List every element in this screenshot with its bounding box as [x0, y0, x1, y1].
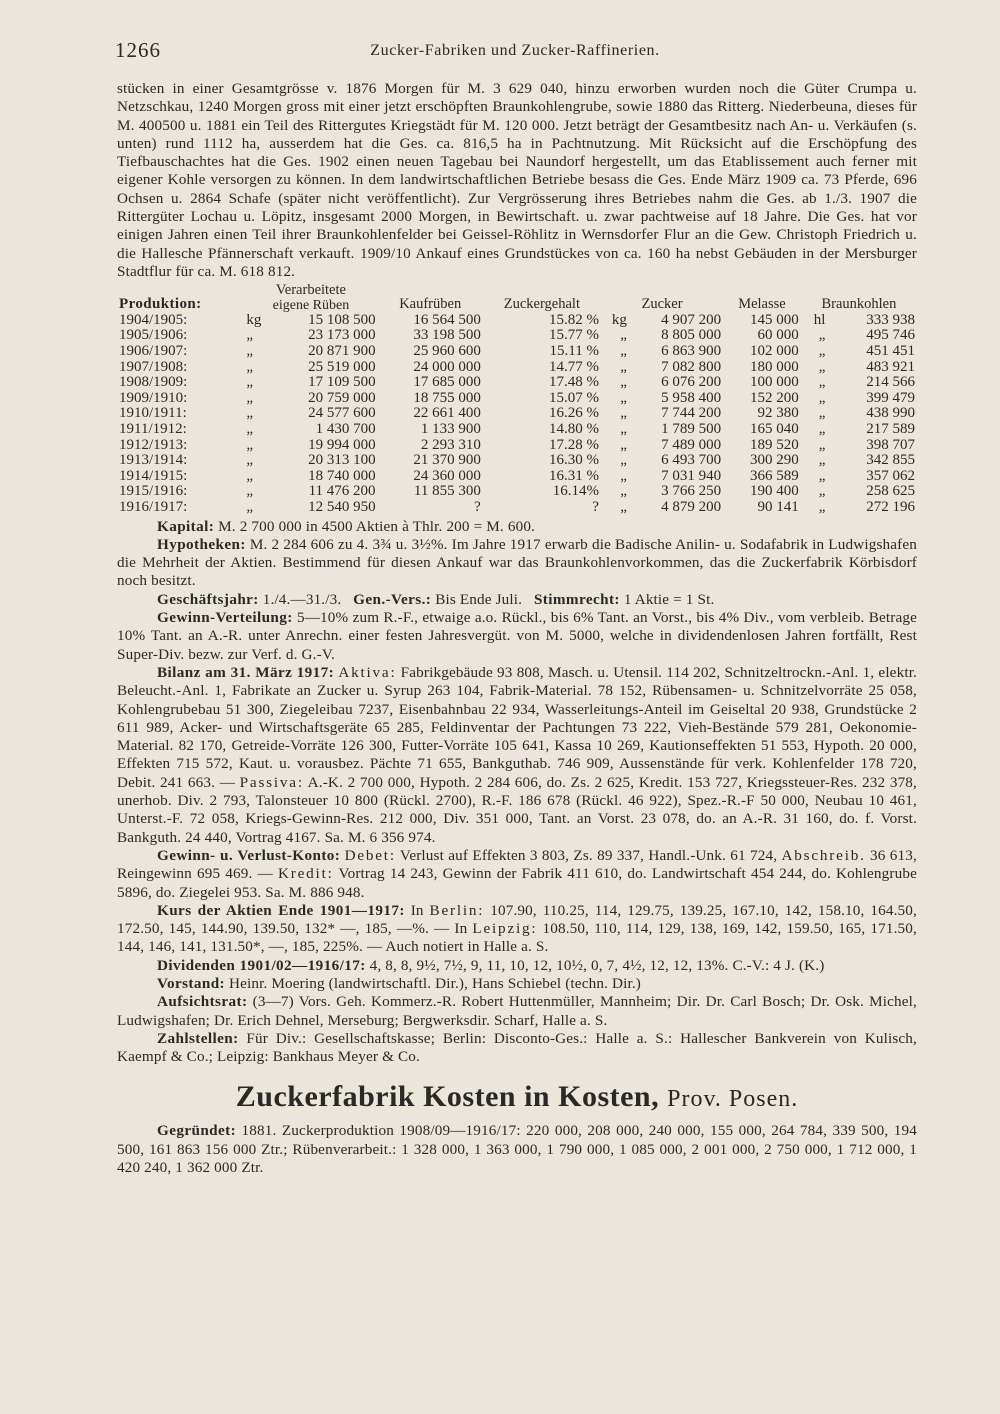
row-unit: „: [818, 436, 826, 453]
stimmrecht-label: Stimmrecht:: [533, 590, 620, 608]
row-unit: „: [818, 327, 826, 344]
row-year: 1910/1911:: [119, 405, 187, 422]
row-unit: „: [620, 405, 627, 422]
production-table-body: [117, 313, 917, 516]
row-unit: kg: [611, 311, 627, 328]
section-bilanz: [117, 664, 917, 847]
row-year: 1912/1913:: [119, 436, 188, 453]
row-kaufrueben: 17 685 000: [413, 374, 481, 391]
row-year: 1905/1906:: [119, 327, 188, 344]
col-zucker: Zucker: [641, 296, 683, 313]
row-year: 1916/1917:: [119, 498, 188, 515]
row-unit: „: [620, 374, 627, 391]
row-zuckergehalt: 16.14%: [552, 483, 599, 500]
row-zucker: 7 744 200: [661, 405, 722, 422]
row-year: 1904/1905:: [119, 311, 188, 328]
page-number: 1266: [115, 38, 161, 62]
leipzig-label: Leipzig:: [472, 920, 538, 938]
row-unit: „: [246, 389, 253, 406]
section-zahlstellen: [117, 1030, 917, 1067]
row-unit: „: [818, 452, 826, 469]
row-eigene-rueben: 23 173 000: [308, 327, 376, 344]
row-zucker: 6 493 700: [661, 452, 722, 469]
production-row: [117, 375, 917, 391]
row-kaufrueben: 21 370 900: [413, 452, 481, 469]
row-zuckergehalt: 15.07 %: [548, 389, 599, 406]
kurs-text-in: In: [410, 901, 424, 919]
row-unit: „: [818, 358, 826, 375]
row-melasse: 300 290: [750, 452, 799, 469]
row-zuckergehalt: 14.77 %: [548, 358, 599, 375]
row-year: 1914/1915:: [119, 467, 188, 484]
row-unit: „: [246, 405, 253, 422]
hypotheken-label: Hypotheken:: [157, 535, 246, 553]
row-melasse: 152 200: [750, 389, 799, 406]
row-unit: „: [246, 467, 253, 484]
aktiva-text: Fabrikgebäude 93 808, Masch. u. Utensil. 114 202, Schnitzeltrockn.-Anl. 1, elektr. Beleucht.-Anl. 1, Fabrikate an Zucker u. Syrup 263 104, Fabrik-Material. 78 152, Rübensamen- u. Schnitzelvorräte 25 058, Kohlengrubebau 51 300, Ziegeleibau 7237, Eisenbahnbau 22 934, Wasserleitungs-Anteil im Geiseltal 20 938, Grundstücke 2 611 989, Acker- und Wirtschaftsgeräte 65 285, Feldinventar der Pachtungen 73 222, Vieh-Bestände 579 281, Oekonomie-Material. 82 170, Getreide-Vorräte 126 300, Futter-Vorräte 105 641, Kassa 10 269, Kautionseffekten 51 553, Hypoth. 20 000, Effekten 715 572, Kaut. u. vorausbez. Pächte 71 655, Bankguthab. 746 909, Aussenstände für verk. Kohlenfelder 178 720, Debit. 241 663. —: [117, 663, 918, 791]
row-zucker: 8 805 000: [661, 327, 722, 344]
row-zuckergehalt: 15.11 %: [549, 343, 599, 360]
row-braunkohlen: 495 746: [866, 327, 915, 344]
row-melasse: 90 141: [757, 498, 799, 515]
row-eigene-rueben: 20 313 100: [308, 452, 376, 469]
col-melasse: Melasse: [738, 296, 786, 313]
row-braunkohlen: 342 855: [866, 452, 915, 469]
abschreib-text: 36 613, Reingewinn 695 469. —: [117, 846, 917, 883]
row-unit: „: [246, 327, 253, 344]
row-zucker: 1 789 500: [661, 421, 722, 438]
row-eigene-rueben: 20 871 900: [308, 343, 376, 360]
row-zucker: 7 082 800: [661, 358, 722, 375]
production-row: [117, 500, 917, 516]
section-aufsichtsrat: [117, 993, 917, 1030]
row-year: 1908/1909:: [119, 374, 188, 391]
row-unit: „: [818, 343, 826, 360]
dividenden-text: 4, 8, 8, 9½, 7½, 9, 11, 10, 12, 10½, 0, 7, 4½, 12, 12, 13%. C.-V.: 4 J. (K.): [369, 956, 825, 974]
row-unit: „: [246, 358, 253, 375]
row-unit: „: [246, 374, 253, 391]
row-zucker: 7 489 000: [661, 436, 722, 453]
row-unit: „: [818, 483, 826, 500]
bilanz-label: Bilanz am 31. März 1917:: [157, 663, 335, 681]
aktiva-label: Aktiva:: [338, 663, 397, 681]
row-unit: „: [620, 327, 627, 344]
row-unit: „: [620, 483, 627, 500]
kurs-berlin-text: 107.90, 110.25, 114, 129.75, 139.25, 167.10, 142, 158.10, 164.50, 172.50, 145, 144.90, 139.50, 132* —, 185, —%. — In: [117, 901, 917, 938]
row-kaufrueben: 25 960 600: [413, 343, 481, 360]
kapital-label: Kapital:: [157, 517, 215, 535]
row-zucker: 7 031 940: [661, 467, 722, 484]
col-kaufrueben: Kaufrüben: [399, 296, 462, 313]
row-year: 1906/1907:: [119, 343, 188, 360]
aufsichtsrat-text: (3—7) Vors. Geh. Kommerz.-R. Robert Huttenmüller, Mannheim; Dir. Dr. Carl Bosch; Dr. Osk. Michel, Ludwigshafen; Dr. Erich Dehnel, Merseburg; Bergwerksdir. Scharf, Halle a. S.: [117, 993, 918, 1029]
row-zuckergehalt: 15.77 %: [548, 327, 599, 344]
production-row: [117, 406, 917, 422]
col-braunkohlen: Braunkohlen: [821, 296, 897, 313]
col-eigene-rueben: [244, 283, 377, 313]
row-eigene-rueben: 17 109 500: [308, 374, 376, 391]
guv-label: Gewinn- u. Verlust-Konto:: [157, 846, 341, 864]
geschaeftsjahr-label: Geschäftsjahr:: [157, 590, 259, 608]
row-zucker: 6 076 200: [661, 374, 722, 391]
section-geschaeftsjahr: [117, 591, 917, 609]
row-unit: „: [246, 343, 253, 360]
genvers-label: Gen.-Vers.:: [353, 590, 432, 608]
row-eigene-rueben: 1 430 700: [315, 421, 376, 438]
row-braunkohlen: 258 625: [866, 483, 915, 500]
hypotheken-text: M. 2 284 606 zu 4. 3¾ u. 3½%. Im Jahre 1917 erwarb die Badische Anilin- u. Sodafabrik in Ludwigshafen die Mehrheit der Aktien. Bestimmend für diesen Ankauf war das Braunkohlenvorkommen, das die Zuckerfabrik Körbisdorf noch besitzt.: [117, 535, 917, 590]
running-title: Zucker-Fabriken und Zucker-Raffinerien.: [370, 42, 660, 59]
production-row: [117, 438, 917, 454]
row-braunkohlen: 398 707: [866, 436, 915, 453]
debet-text: Verlust auf Effekten 3 803, Zs. 89 337, Handl.-Unk. 61 724,: [399, 846, 778, 864]
row-zuckergehalt: 17.28 %: [548, 436, 599, 453]
row-year: 1907/1908:: [119, 358, 188, 375]
section-vorstand: [117, 975, 917, 993]
row-braunkohlen: 451 451: [866, 343, 915, 360]
production-row: [117, 360, 917, 376]
row-melasse: 92 380: [757, 405, 799, 422]
row-melasse: 189 520: [750, 436, 799, 453]
row-zuckergehalt: 17.48 %: [548, 374, 599, 391]
row-kaufrueben: 24 000 000: [413, 358, 481, 375]
row-unit: „: [818, 374, 826, 391]
row-unit: „: [818, 498, 826, 515]
row-year: 1913/1914:: [119, 452, 188, 469]
gegruendet-label: Gegründet:: [157, 1122, 237, 1140]
row-eigene-rueben: 12 540 950: [308, 498, 376, 515]
row-zuckergehalt: 15.82 %: [548, 311, 599, 328]
row-braunkohlen: 483 921: [866, 358, 915, 375]
page-body: [117, 80, 917, 1177]
row-zucker: 4 879 200: [661, 498, 722, 515]
row-unit: „: [246, 421, 253, 438]
row-kaufrueben: 22 661 400: [413, 405, 481, 422]
passiva-text: A.-K. 2 700 000, Hypoth. 2 284 606, do. Zs. 2 625, Kredit. 153 727, Kriegssteuer-Res. 232 378, unerhob. Div. 2 793, Talonsteuer 10 800 (Rückl. 2700), R.-F. 186 678 (Rückl. 46 922), Spez.-R.-F 50 000, Neubau 10 461, Unterst.-F. 72 058, Kriegs-Gewinn-Res. 212 000, Div. 351 000, Tant. an Vorst. 23 078, do. an A.-R. 31 160, do. f. Vorst. Bankguth. 24 440, Vortrag 4167. Sa. M. 6 356 974.: [117, 773, 918, 846]
row-unit: „: [620, 467, 627, 484]
vorstand-label: Vorstand:: [157, 975, 226, 992]
row-melasse: 165 040: [750, 421, 799, 438]
row-eigene-rueben: 15 108 500: [308, 311, 376, 328]
stimmrecht-text: 1 Aktie = 1 St.: [623, 590, 715, 608]
row-kaufrueben: 2 293 310: [420, 436, 481, 453]
col-eigene-label: eigene Rüben: [272, 297, 350, 313]
section-dividenden: [117, 957, 917, 975]
aufsichtsrat-label: Aufsichtsrat:: [157, 993, 248, 1011]
abschreib-label: Abschreib.: [781, 846, 866, 864]
page-header: [115, 38, 915, 68]
genvers-text: Bis Ende Juli.: [435, 590, 523, 608]
production-row: [117, 453, 917, 469]
production-label: Produktion:: [119, 296, 202, 313]
row-kaufrueben: 18 755 000: [413, 389, 481, 406]
section-gewinn-verteilung: [117, 609, 917, 664]
company-heading: [117, 1080, 917, 1116]
zahlstellen-text: Für Div.: Gesellschaftskasse; Berlin: Disconto-Ges.: Halle a. S.: Hallescher Bankverein von Kulisch, Kaempf & Co.; Leipzig: Bankhaus Meyer & Co.: [117, 1029, 917, 1066]
col-verarbeitete-label: Verarbeitete: [275, 282, 346, 299]
row-braunkohlen: 217 589: [866, 421, 915, 438]
row-kaufrueben: ?: [474, 498, 481, 515]
row-zuckergehalt: 16.31 %: [548, 467, 599, 484]
intro-paragraph: stücken in einer Gesamtgrösse v. 1876 Morgen für M. 3 629 040, hinzu erworben wurden noch die Güter Crumpa u. Netzschkau, 1240 Morgen gross mit einer jetzt erschöpften Braunkohlengrube, sowie 1880 das Ritterg. Niederbeuna, dieses für M. 400500 u. 1881 ein Teil des Rittergutes Kriegstädt für M. 120 000. Jetzt beträgt der Gesamtbesitz nach An- u. Verkäufen (s. unten) rund 1112 ha, ausserdem hat die Ges. ca. 816,5 ha in Pachtnutzung. Mit Rücksicht auf die Erschöpfung des Tiefbauschachtes hat die Ges. 1902 einen neuen Tagebau bei Naundorf hergestellt, um das Etablissement auch ferner mit eigener Kohle versorgen zu können. In dem landwirtschaftlichen Betriebe besass die Ges. Ende März 1909 ca. 73 Pferde, 696 Ochsen u. 2864 Schafe (später nicht veröffentlicht). Zur Vergrösserung ihres Betriebes nahm die Ges. ab 1./3. 1907 die Rittergüter Lochau u. Löpitz, insgesamt 2000 Morgen, in Bewirtschaft. u. zwar pachtweise auf 18 Jahre. Die Ges. hat vor einigen Jahren einen Teil ihrer Braunkohlenfelder bei Geissel-Röhlitz in Wernsdorfer Flur an die Gew. Christoph Friedrich u. die Hallesche Pfännerschaft verkauft. 1909/10 Ankauf eines Grundstückes von ca. 160 ha nebst Gebäuden in der Mersburger Stadtflur für ca. M. 618 812.: [117, 80, 917, 280]
production-table: [117, 283, 917, 515]
row-unit: „: [620, 358, 627, 375]
debet-label: Debet:: [344, 846, 396, 864]
row-eigene-rueben: 11 476 200: [308, 483, 376, 500]
production-row: [117, 391, 917, 407]
geschaeftsjahr-text: 1./4.—31./3.: [262, 590, 342, 608]
row-unit: „: [818, 467, 826, 484]
company-title: Zuckerfabrik Kosten in Kosten,: [235, 1080, 660, 1114]
row-unit: „: [246, 436, 253, 453]
kredit-text: Vortrag 14 243, Gewinn der Fabrik 411 610, do. Landwirtschaft 454 244, do. Kohlengrube 5896, do. Ziegelei 953. Sa. M. 886 948.: [117, 865, 917, 901]
kapital-text: M. 2 700 000 in 4500 Aktien à Thlr. 200 = M. 600.: [218, 517, 536, 535]
row-unit: „: [246, 498, 253, 515]
col-zuckergehalt: Zuckergehalt: [503, 296, 580, 313]
kredit-label: Kredit:: [278, 865, 334, 883]
row-unit: „: [818, 405, 826, 422]
row-eigene-rueben: 18 740 000: [308, 467, 376, 484]
company-province: Prov. Posen.: [667, 1086, 799, 1113]
row-melasse: 60 000: [757, 327, 799, 344]
row-braunkohlen: 399 479: [866, 389, 915, 406]
row-kaufrueben: 11 855 300: [413, 483, 481, 500]
production-row: [117, 422, 917, 438]
row-year: 1911/1912:: [119, 421, 187, 438]
row-melasse: 102 000: [750, 343, 799, 360]
gewinn-verteilung-text: 5—10% zum R.-F., etwaige a.o. Rückl., bis 6% Tant. an Vorst., bis 4% Div., vom verbleib. Betrage 10% Tant. an A.-R. unter Anrechn. einer festen Jahresvergüt. von M. 5000, welche in dividendenlosen Jahren fortfällt, Rest Super-Div. bezw. zur Verf. d. G.-V.: [117, 609, 918, 663]
section-kurs: [117, 902, 917, 957]
row-unit: „: [246, 483, 253, 500]
kurs-label: Kurs der Aktien Ende 1901—1917:: [157, 901, 405, 919]
row-zuckergehalt: 14.80 %: [548, 421, 599, 438]
zahlstellen-label: Zahlstellen:: [157, 1029, 239, 1047]
row-melasse: 100 000: [750, 374, 799, 391]
kurs-leipzig-text: 108.50, 110, 114, 129, 138, 169, 142, 159.50, 165, 171.50, 144, 146, 141, 131.50*, —, 185, 225%. — Auch notiert in Halle a. S.: [117, 920, 917, 956]
row-kaufrueben: 1 133 900: [420, 421, 481, 438]
row-zucker: 4 907 200: [661, 311, 722, 328]
row-melasse: 145 000: [750, 311, 799, 328]
row-braunkohlen: 333 938: [866, 311, 915, 328]
row-kaufrueben: 16 564 500: [413, 311, 481, 328]
row-unit: „: [620, 452, 627, 469]
row-unit: „: [620, 389, 627, 406]
row-braunkohlen: 272 196: [866, 498, 915, 515]
row-braunkohlen: 438 990: [866, 405, 915, 422]
production-row: [117, 484, 917, 500]
row-unit: hl: [813, 311, 826, 328]
row-melasse: 180 000: [750, 358, 799, 375]
row-unit: kg: [246, 311, 262, 328]
row-eigene-rueben: 25 519 000: [308, 358, 376, 375]
row-year: 1915/1916:: [119, 483, 188, 500]
row-eigene-rueben: 19 994 000: [308, 436, 376, 453]
dividenden-label: Dividenden 1901/02—1916/17:: [157, 956, 366, 974]
production-row: [117, 313, 917, 329]
row-unit: „: [818, 389, 826, 406]
gegruendet-text: 1881. Zuckerproduktion 1908/09—1916/17: 220 000, 208 000, 240 000, 155 000, 264 784, 339 500, 194 500, 161 863 156 000 Ztr.; Rübenverarbeit.: 1 328 000, 1 363 000, 1 790 000, 1 085 000, 2 001 000, 2 750 000, 1 712 000, 1 420 240, 1 362 000 Ztr.: [117, 1122, 917, 1177]
row-unit: „: [818, 421, 826, 438]
row-kaufrueben: 33 198 500: [413, 327, 481, 344]
section-hypotheken: [117, 536, 917, 591]
row-braunkohlen: 214 566: [866, 374, 915, 391]
row-zucker: 5 958 400: [661, 389, 722, 406]
row-braunkohlen: 357 062: [866, 467, 915, 484]
row-zucker: 6 863 900: [661, 343, 722, 360]
vorstand-text: Heinr. Moering (landwirtschaftl. Dir.), Hans Schiebel (techn. Dir.): [228, 975, 641, 992]
berlin-label: Berlin:: [429, 901, 485, 919]
production-header-row: [117, 283, 917, 313]
production-row: [117, 344, 917, 360]
passiva-label: Passiva:: [239, 773, 304, 791]
row-unit: „: [620, 498, 627, 515]
row-unit: „: [620, 436, 627, 453]
row-unit: „: [620, 421, 627, 438]
gewinn-verteilung-label: Gewinn-Verteilung:: [157, 609, 293, 627]
section-gewinn-verlust: [117, 847, 917, 902]
row-melasse: 366 589: [750, 467, 799, 484]
section-kapital: [117, 518, 917, 536]
row-eigene-rueben: 24 577 600: [308, 405, 376, 422]
production-row: [117, 328, 917, 344]
row-year: 1909/1910:: [119, 389, 188, 406]
production-row: [117, 469, 917, 485]
row-eigene-rueben: 20 759 000: [308, 389, 376, 406]
row-zucker: 3 766 250: [661, 483, 722, 500]
row-kaufrueben: 24 360 000: [413, 467, 481, 484]
row-zuckergehalt: 16.26 %: [548, 405, 599, 422]
row-melasse: 190 400: [750, 483, 799, 500]
row-zuckergehalt: 16.30 %: [548, 452, 599, 469]
section-gegruendet: [117, 1122, 917, 1177]
row-unit: „: [246, 452, 253, 469]
row-zuckergehalt: ?: [592, 498, 599, 515]
row-unit: „: [620, 343, 627, 360]
